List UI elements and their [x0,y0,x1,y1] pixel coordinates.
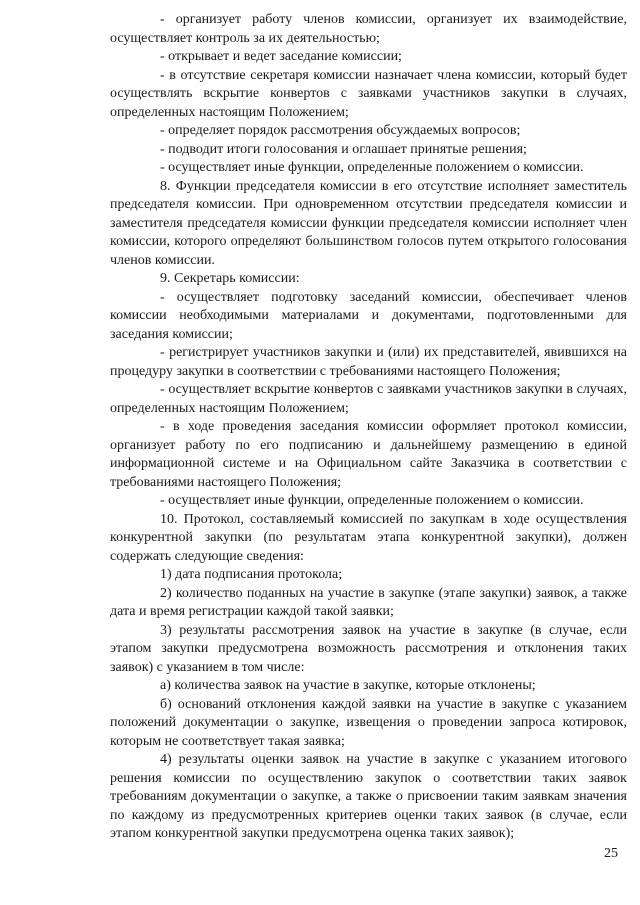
paragraph: - подводит итоги голосования и оглашает принятые решения; [160,141,527,157]
paragraph: а) количества заявок на участие в закупке, которые отклонены; [160,678,536,693]
paragraph: 2) количество поданных на участие в закупке (этапе закупки) заявок, а также дата и время регистрации каждой такой заявки; [110,585,627,619]
paragraph: - осуществляет вскрытие конвертов с заявками участников закупки в случаях, определенных настоящим Положением; [110,382,627,416]
paragraph: - определяет порядок рассмотрения обсуждаемых вопросов; [160,123,521,138]
paragraph: 9. Секретарь комиссии: [160,271,300,286]
page-number: 25 [604,846,618,861]
paragraph: 8. Функции председателя комиссии в его отсутствие исполняет заместитель председателя комиссии. При одновременном отсутствии председателя комиссии и заместителя председателя комиссии функции председателя комиссии исполняет член комиссии, которого определяют большинством голосов путем открытого голосования членов комиссии. [110,178,627,268]
paragraph: - организует работу членов комиссии, организует их взаимодействие, осуществляет контроль за их деятельностью; [110,12,627,46]
paragraph: - в отсутствие секретаря комиссии назначает члена комиссии, который будет осуществлять вскрытие конвертов с заявками участников закупки в случаях, определенных настоящим Положением; [110,67,627,120]
paragraph: - осуществляет иные функции, определенные положением о комиссии. [160,493,584,508]
paragraph: - в ходе проведения заседания комиссии оформляет протокол комиссии, организует работу по его подписанию и дальнейшему размещению в единой информационной системе и на Официальном сайте Заказчика в соответствии с требованиями настоящего Положения; [110,419,627,490]
paragraph: 3) результаты рассмотрения заявок на участие в закупке (в случае, если этапом закупки предусмотрена возможность рассмотрения и отклонения таких заявок) с указанием в том числе: [110,622,627,675]
document-page [110,11,627,844]
paragraph: 10. Протокол, составляемый комиссией по закупкам в ходе осуществления конкурентной закупки (по результатам этапа конкурентной закупки), должен содержать следующие сведения: [110,511,627,564]
paragraph: - открывает и ведет заседание комиссии; [160,49,402,64]
paragraph: - осуществляет подготовку заседаний комиссии, обеспечивает членов комиссии необходимыми материалами и документами, подготовленными для заседания комиссии; [110,289,627,342]
paragraph: - осуществляет иные функции, определенные положением о комиссии. [160,160,584,175]
paragraph: 1) дата подписания протокола; [160,567,343,582]
paragraph: 4) результаты оценки заявок на участие в закупке с указанием итогового решения комиссии по осуществлению закупок о соответствии таких заявок требованиям документации о закупке, а также о присвоении таким заявкам значения по каждому из предусмотренных критериев оценки таких заявок (в случае, если этапом конкурентной закупки предусмотрена оценка таких заявок); [110,752,627,841]
paragraph: б) оснований отклонения каждой заявки на участие в закупке с указанием положений документации о закупке, извещения о проведении запроса котировок, которым не соответствует такая заявка; [110,696,627,749]
paragraph: - регистрирует участников закупки и (или) их представителей, явившихся на процедуру закупки в соответствии с требованиями настоящего Положения; [110,345,627,379]
